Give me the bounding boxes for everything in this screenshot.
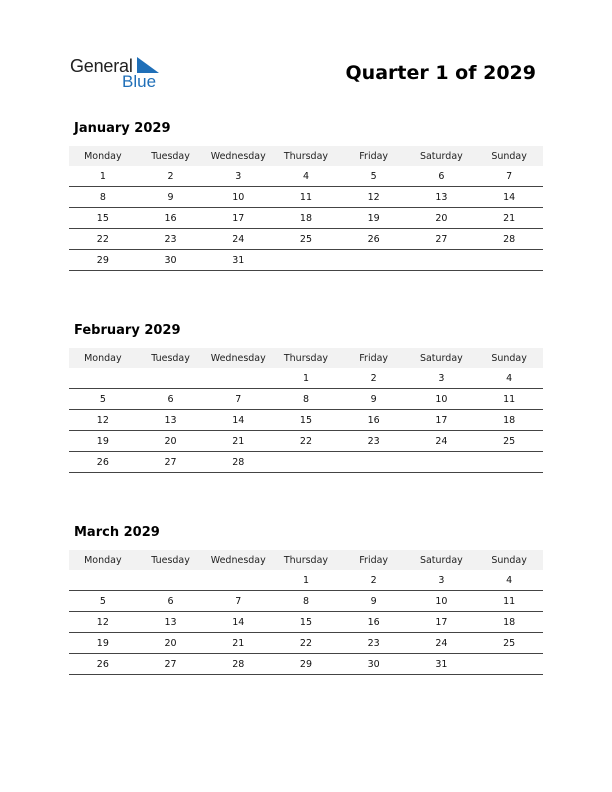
day-cell bbox=[475, 452, 543, 473]
day-cell: 22 bbox=[69, 229, 137, 250]
day-cell: 26 bbox=[340, 229, 408, 250]
day-cell: 11 bbox=[272, 187, 340, 208]
day-cell: 7 bbox=[204, 591, 272, 612]
day-cell: 17 bbox=[408, 410, 476, 431]
day-cell bbox=[204, 368, 272, 389]
week-row bbox=[69, 633, 543, 654]
day-cell: 13 bbox=[137, 410, 205, 431]
day-cell: 18 bbox=[272, 208, 340, 229]
day-cell: 6 bbox=[408, 166, 476, 187]
day-cell: 3 bbox=[408, 368, 476, 389]
day-cell: 7 bbox=[475, 166, 543, 187]
weekday-header: Friday bbox=[340, 146, 408, 166]
week-row bbox=[69, 410, 543, 431]
month-calendar-january bbox=[69, 121, 543, 271]
day-cell: 16 bbox=[340, 410, 408, 431]
day-cell: 29 bbox=[272, 654, 340, 675]
day-cell: 27 bbox=[408, 229, 476, 250]
day-cell: 20 bbox=[408, 208, 476, 229]
week-row bbox=[69, 166, 543, 187]
weekday-header: Saturday bbox=[408, 348, 476, 368]
week-row bbox=[69, 187, 543, 208]
day-cell: 17 bbox=[408, 612, 476, 633]
day-cell bbox=[340, 250, 408, 271]
day-cell: 13 bbox=[408, 187, 476, 208]
day-cell: 8 bbox=[272, 591, 340, 612]
week-row bbox=[69, 368, 543, 389]
weekday-header: Tuesday bbox=[137, 146, 205, 166]
day-cell bbox=[272, 250, 340, 271]
day-cell: 17 bbox=[204, 208, 272, 229]
day-cell: 14 bbox=[204, 410, 272, 431]
calendar-table bbox=[69, 550, 543, 675]
day-cell: 23 bbox=[340, 633, 408, 654]
day-cell: 20 bbox=[137, 431, 205, 452]
logo-general-text: General bbox=[70, 56, 133, 76]
day-cell: 10 bbox=[204, 187, 272, 208]
weekday-header-row bbox=[69, 348, 543, 368]
day-cell: 8 bbox=[272, 389, 340, 410]
day-cell: 7 bbox=[204, 389, 272, 410]
calendar-table bbox=[69, 146, 543, 271]
day-cell: 24 bbox=[204, 229, 272, 250]
day-cell: 20 bbox=[137, 633, 205, 654]
day-cell: 3 bbox=[204, 166, 272, 187]
day-cell bbox=[272, 452, 340, 473]
weekday-header: Saturday bbox=[408, 550, 476, 570]
week-row bbox=[69, 570, 543, 591]
day-cell: 8 bbox=[69, 187, 137, 208]
day-cell: 24 bbox=[408, 431, 476, 452]
weekday-header: Sunday bbox=[475, 550, 543, 570]
day-cell: 13 bbox=[137, 612, 205, 633]
day-cell: 26 bbox=[69, 452, 137, 473]
day-cell: 25 bbox=[475, 633, 543, 654]
month-calendar-february bbox=[69, 323, 543, 473]
week-row bbox=[69, 612, 543, 633]
day-cell: 19 bbox=[340, 208, 408, 229]
day-cell: 28 bbox=[204, 452, 272, 473]
day-cell: 5 bbox=[69, 389, 137, 410]
weekday-header: Friday bbox=[340, 348, 408, 368]
day-cell: 2 bbox=[340, 368, 408, 389]
day-cell: 16 bbox=[137, 208, 205, 229]
day-cell bbox=[408, 250, 476, 271]
day-cell: 9 bbox=[137, 187, 205, 208]
day-cell: 12 bbox=[340, 187, 408, 208]
day-cell: 9 bbox=[340, 389, 408, 410]
week-row bbox=[69, 654, 543, 675]
day-cell: 5 bbox=[69, 591, 137, 612]
logo-blue-text: Blue bbox=[122, 72, 157, 91]
day-cell bbox=[69, 570, 137, 591]
day-cell: 22 bbox=[272, 431, 340, 452]
day-cell bbox=[408, 452, 476, 473]
day-cell: 6 bbox=[137, 591, 205, 612]
day-cell: 14 bbox=[204, 612, 272, 633]
day-cell bbox=[475, 250, 543, 271]
day-cell: 1 bbox=[272, 570, 340, 591]
day-cell bbox=[340, 452, 408, 473]
day-cell: 27 bbox=[137, 654, 205, 675]
day-cell: 25 bbox=[475, 431, 543, 452]
day-cell: 25 bbox=[272, 229, 340, 250]
day-cell: 19 bbox=[69, 431, 137, 452]
day-cell: 24 bbox=[408, 633, 476, 654]
week-row bbox=[69, 452, 543, 473]
week-row bbox=[69, 229, 543, 250]
week-row bbox=[69, 208, 543, 229]
weekday-header: Wednesday bbox=[204, 348, 272, 368]
day-cell bbox=[475, 654, 543, 675]
day-cell bbox=[204, 570, 272, 591]
weekday-header: Thursday bbox=[272, 146, 340, 166]
day-cell: 22 bbox=[272, 633, 340, 654]
weekday-header-row bbox=[69, 550, 543, 570]
day-cell: 19 bbox=[69, 633, 137, 654]
day-cell: 21 bbox=[204, 431, 272, 452]
logo-triangle-icon bbox=[137, 57, 159, 73]
weekday-header: Monday bbox=[69, 348, 137, 368]
day-cell: 16 bbox=[340, 612, 408, 633]
day-cell: 11 bbox=[475, 591, 543, 612]
day-cell: 23 bbox=[340, 431, 408, 452]
weekday-header: Tuesday bbox=[137, 550, 205, 570]
calendar-table bbox=[69, 348, 543, 473]
day-cell: 5 bbox=[340, 166, 408, 187]
weekday-header: Thursday bbox=[272, 550, 340, 570]
weekday-header: Saturday bbox=[408, 146, 476, 166]
weekday-header: Wednesday bbox=[204, 146, 272, 166]
day-cell: 28 bbox=[204, 654, 272, 675]
day-cell: 21 bbox=[475, 208, 543, 229]
day-cell: 30 bbox=[137, 250, 205, 271]
day-cell: 27 bbox=[137, 452, 205, 473]
week-row bbox=[69, 431, 543, 452]
day-cell bbox=[137, 368, 205, 389]
month-calendar-march bbox=[69, 525, 543, 675]
day-cell bbox=[137, 570, 205, 591]
day-cell: 2 bbox=[340, 570, 408, 591]
day-cell: 4 bbox=[475, 368, 543, 389]
day-cell: 29 bbox=[69, 250, 137, 271]
day-cell: 31 bbox=[408, 654, 476, 675]
week-row bbox=[69, 591, 543, 612]
day-cell: 15 bbox=[272, 612, 340, 633]
day-cell: 21 bbox=[204, 633, 272, 654]
day-cell: 6 bbox=[137, 389, 205, 410]
day-cell: 11 bbox=[475, 389, 543, 410]
day-cell: 30 bbox=[340, 654, 408, 675]
day-cell: 31 bbox=[204, 250, 272, 271]
day-cell: 12 bbox=[69, 410, 137, 431]
week-row bbox=[69, 389, 543, 410]
day-cell bbox=[69, 368, 137, 389]
day-cell: 9 bbox=[340, 591, 408, 612]
day-cell: 1 bbox=[272, 368, 340, 389]
weekday-header: Wednesday bbox=[204, 550, 272, 570]
page-title: Quarter 1 of 2029 bbox=[345, 62, 536, 84]
month-title: January 2029 bbox=[74, 121, 171, 136]
day-cell: 14 bbox=[475, 187, 543, 208]
weekday-header: Monday bbox=[69, 550, 137, 570]
weekday-header: Monday bbox=[69, 146, 137, 166]
month-title: February 2029 bbox=[74, 323, 181, 338]
day-cell: 23 bbox=[137, 229, 205, 250]
day-cell: 18 bbox=[475, 612, 543, 633]
day-cell: 26 bbox=[69, 654, 137, 675]
day-cell: 15 bbox=[69, 208, 137, 229]
logo bbox=[70, 56, 170, 92]
weekday-header: Friday bbox=[340, 550, 408, 570]
week-row bbox=[69, 250, 543, 271]
day-cell: 10 bbox=[408, 389, 476, 410]
day-cell: 10 bbox=[408, 591, 476, 612]
day-cell: 4 bbox=[272, 166, 340, 187]
day-cell: 12 bbox=[69, 612, 137, 633]
month-title: March 2029 bbox=[74, 525, 160, 540]
weekday-header-row bbox=[69, 146, 543, 166]
day-cell: 28 bbox=[475, 229, 543, 250]
weekday-header: Sunday bbox=[475, 348, 543, 368]
day-cell: 1 bbox=[69, 166, 137, 187]
weekday-header: Sunday bbox=[475, 146, 543, 166]
day-cell: 4 bbox=[475, 570, 543, 591]
day-cell: 18 bbox=[475, 410, 543, 431]
day-cell: 2 bbox=[137, 166, 205, 187]
day-cell: 3 bbox=[408, 570, 476, 591]
weekday-header: Thursday bbox=[272, 348, 340, 368]
day-cell: 15 bbox=[272, 410, 340, 431]
weekday-header: Tuesday bbox=[137, 348, 205, 368]
